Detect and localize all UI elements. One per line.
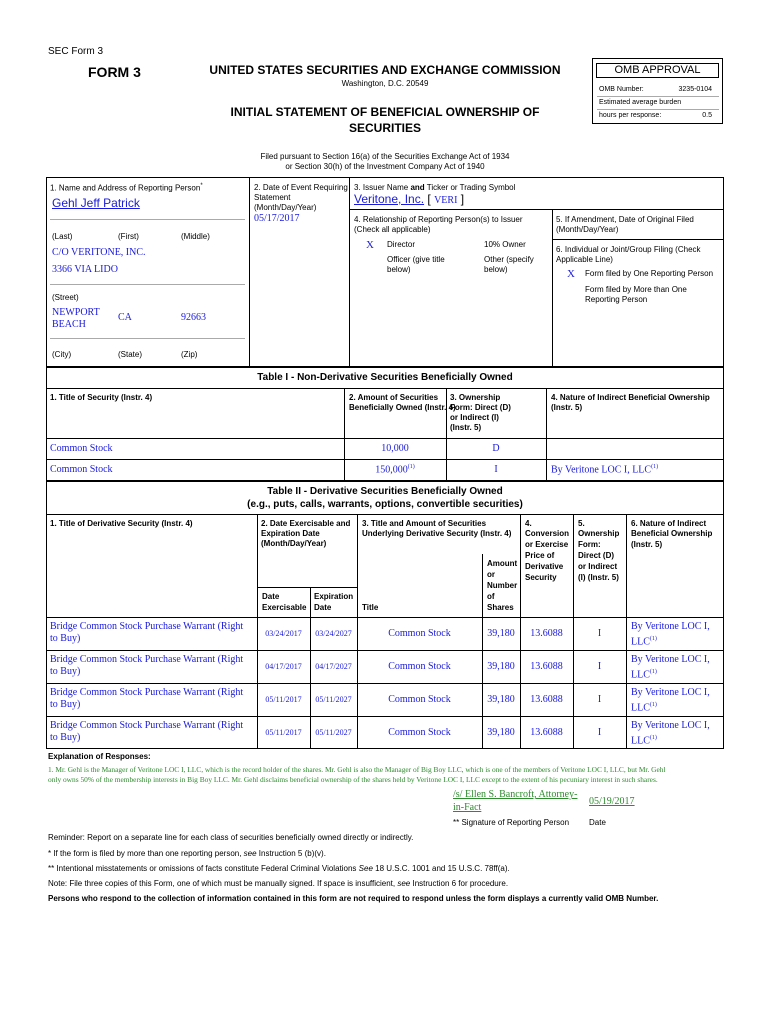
t2-row-form: I [597,727,602,738]
t2-amount-header-line4: of [487,592,495,601]
t2-col5-header-line4: Direct (D) [578,551,615,560]
t1-col2-header-line2: Beneficially Owned (Instr. 4) [349,403,456,412]
t2-col4-header-line5: Derivative [525,562,564,571]
signature-line1: /s/ Ellen S. Bancroft, Attorney- [453,789,578,800]
footnote-star1: * If the form is filed by more than one reporting person, see Instruction 5 (b)(v). [48,849,326,858]
t2-date-ex-header-line1: Date [262,592,280,601]
filed-pursuant-line1: Filed pursuant to Section 16(a) of the Securities Exchange Act of 1934 [260,152,510,161]
signature-label: ** Signature of Reporting Person [453,818,570,827]
t2-row-underlying: Common Stock [388,661,451,672]
t2-title-header: Title [362,603,379,612]
box5-label-line1: 5. If Amendment, Date of Original Filed [556,215,694,224]
street-label: (Street) [52,293,79,302]
t2-row-title: Bridge Common Stock Purchase Warrant (Right to Buy) [50,687,244,710]
t2-row-expiration: 05/11/2027 [315,728,352,737]
more-person-label-line2: Reporting Person [585,295,648,304]
t1-row1-title: Common Stock [50,443,113,454]
t2-row-expiration: 04/17/2027 [315,662,352,671]
omb-number-label: OMB Number: [599,86,644,93]
t2-row-expiration: 05/11/2027 [315,695,352,704]
box2-label-line1: 2. Date of Event Requiring [254,183,348,192]
t2-col3-header-line1: 3. Title and Amount of Securities [362,519,487,528]
t2-row-shares: 39,180 [487,661,515,672]
t1-col2-header-line1: 2. Amount of Securities [349,393,439,402]
t2-row-title: Bridge Common Stock Purchase Warrant (Right to Buy) [50,720,244,743]
t2-col6-header-line1: 6. Nature of Indirect [631,519,707,528]
zip-label: (Zip) [181,350,198,359]
t2-row-underlying: Common Stock [388,628,451,639]
table1-title: Table I - Non-Derivative Securities Beneficially Owned [257,372,513,383]
t1-row2-title: Common Stock [50,464,113,475]
t1-col3-header-line1: 3. Ownership [450,393,501,402]
explanation-line1: 1. Mr. Gehl is the Manager of Veritone LOC I, LLC, which is the record holder of the shares. Mr. Gehl is also the Manager of Big Boy LLC, which is one of the members of Veritone LOC I, LLC, but Mr. Gehl [48,765,666,774]
reminder-text: Reminder: Report on a separate line for each class of securities beneficially owned directly or indirectly. [48,833,414,842]
issuer-line: Veritone, Inc. [ VERI ] [354,192,465,206]
officer-label-line2: below) [387,265,411,274]
t1-col4-header-line1: 4. Nature of Indirect Beneficial Ownership [551,393,710,402]
t2-row-shares: 39,180 [487,694,515,705]
first-label: (First) [118,232,139,241]
event-date: 05/17/2017 [254,213,300,224]
city-value-line2: BEACH [52,319,86,330]
t2-col5-header-line6: (I) (Instr. 5) [578,573,619,582]
t2-amount-header-line2: or [487,570,495,579]
commission-title: UNITED STATES SECURITIES AND EXCHANGE COMMISSION [209,63,561,77]
form-title-line1: INITIAL STATEMENT OF BENEFICIAL OWNERSHIP OF [230,105,540,119]
t2-row-nature: By Veritone LOC I, LLC$^{(1)}$ [631,654,710,681]
t2-row-price: 13.6088 [530,628,563,639]
ticker-symbol: VERI [434,195,458,206]
t2-row-exercisable: 04/17/2017 [265,662,302,671]
omb-approval-box [592,58,723,124]
omb-notice: Persons who respond to the collection of information contained in this form are not required to respond unless the form displays a currently valid OMB Number. [48,894,659,903]
box4-label-line1: 4. Relationship of Reporting Person(s) to Issuer [354,215,523,224]
t2-col6-header-line2: Beneficial Ownership [631,529,713,538]
t2-date-ex-header-line2: Exercisable [262,603,307,612]
sec-form-label: SEC Form 3 [48,46,104,57]
t1-row2-form: I [494,464,498,475]
t1-col3-header-line2: Form: Direct (D) [450,403,511,412]
t2-col4-header-line2: Conversion [525,529,570,538]
t2-amount-header-line3: Number [487,581,518,590]
omb-hours-label: hours per response: [599,112,662,119]
explanation-line2: only owns 50% of the membership interests in Big Boy LLC. Mr. Gehl disclaims beneficial ownership of the shares held by Veritone LOC I, LLC except to the extent of his pecuniary interest in such shares. [48,775,658,784]
t2-row-underlying: Common Stock [388,694,451,705]
t2-col4-header-line6: Security [525,573,557,582]
t1-col3-header-line3: or Indirect (I) [450,413,499,422]
t2-amount-header-line1: Amount [487,559,518,568]
t2-row-price: 13.6088 [530,694,563,705]
box2-label-line2: Statement [254,193,291,202]
t2-row-title: Bridge Common Stock Purchase Warrant (Right to Buy) [50,621,244,644]
middle-label: (Middle) [181,232,210,241]
reporting-person-name[interactable]: Gehl Jeff Patrick [52,196,140,210]
box5-label-line2: (Month/Day/Year) [556,225,619,234]
t1-row1-amount: 10,000 [381,443,409,454]
t2-col2-header-line3: (Month/Day/Year) [261,539,327,548]
t2-row-nature: By Veritone LOC I, LLC$^{(1)}$ [631,720,710,747]
t2-row-form: I [597,628,602,639]
state-value: CA [118,312,132,323]
t2-col4-header-line3: or Exercise [525,540,569,549]
footnote-note: Note: File three copies of this Form, one of which must be manually signed. If space is insufficient, see Instruction 6 for procedure. [48,879,509,888]
zip-value: 92663 [181,312,206,323]
box4-label-line2: (Check all applicable) [354,225,431,234]
t2-amount-header-line5: Shares [487,603,514,612]
omb-number: 3235-0104 [678,86,712,93]
t1-col4-header-line2: (Instr. 5) [551,403,583,412]
t2-row-exercisable: 05/11/2017 [265,695,302,704]
t2-row-nature: By Veritone LOC I, LLC$^{(1)}$ [631,687,710,714]
t2-row-expiration: 03/24/2027 [315,629,352,638]
omb-approval-title: OMB APPROVAL [596,63,719,78]
t2-row-title: Bridge Common Stock Purchase Warrant (Right to Buy) [50,654,244,677]
form-number: FORM 3 [88,64,141,80]
other-label-line2: below) [484,265,508,274]
t2-row-form: I [597,694,602,705]
box1-label: 1. Name and Address of Reporting Person* [50,183,203,193]
address-line2: 3366 VIA LIDO [52,264,118,275]
explanation-title: Explanation of Responses: [48,752,151,761]
ten-percent-owner-label: 10% Owner [484,240,526,249]
officer-label-line1: Officer (give title [387,255,445,264]
t2-col5-header-line1: 5. [578,519,585,528]
t2-exp-header-line2: Date [314,603,332,612]
signature-line2: in-Fact [453,802,482,813]
t2-col4-header-line1: 4. [525,519,532,528]
one-person-label: Form filed by One Reporting Person [585,269,714,278]
t2-row-exercisable: 03/24/2017 [265,629,302,638]
t2-col5-header-line5: or Indirect [578,562,618,571]
commission-city: Washington, D.C. 20549 [341,79,429,88]
omb-burden-label: Estimated average burden [599,99,682,106]
last-label: (Last) [52,232,73,241]
table2-title-line1: Table II - Derivative Securities Beneficially Owned [267,486,503,497]
issuer-name[interactable]: Veritone, Inc. [354,192,425,206]
box6-label-line1: 6. Individual or Joint/Group Filing (Check [556,245,701,254]
t2-row-shares: 39,180 [487,727,515,738]
t1-col3-header-line4: (Instr. 5) [450,423,482,432]
t2-row-price: 13.6088 [530,661,563,672]
table2-title-line2: (e.g., puts, calls, warrants, options, convertible securities) [247,499,523,510]
box6-label-line2: Applicable Line) [556,255,613,264]
t1-row2-nature: By Veritone LOC I, LLC$^{(1)}$ [551,464,659,476]
more-person-label-line1: Form filed by More than One [585,285,687,294]
t1-col1-header: 1. Title of Security (Instr. 4) [50,393,153,402]
form-title-line2: SECURITIES [348,121,421,135]
t2-exp-header-line1: Expiration [314,592,354,601]
t2-col6-header-line3: (Instr. 5) [631,540,663,549]
t2-col5-header-line2: Ownership [578,529,620,538]
t2-col1-header: 1. Title of Derivative Security (Instr. 4) [50,519,193,528]
other-label-line1: Other (specify [484,255,534,264]
t2-row-shares: 39,180 [487,628,515,639]
signature-date: 05/19/2017 [589,796,635,807]
city-value-line1: NEWPORT [52,307,100,318]
t2-row-nature: By Veritone LOC I, LLC$^{(1)}$ [631,621,710,648]
t2-row-underlying: Common Stock [388,727,451,738]
t2-row-price: 13.6088 [530,727,563,738]
omb-hours: 0.5 [702,112,712,119]
box3-label: 3. Issuer Name and Ticker or Trading Symbol [354,183,516,192]
t2-col2-header-line2: Expiration Date [261,529,320,538]
filed-pursuant-line2: or Section 30(h) of the Investment Company Act of 1940 [285,162,485,171]
t1-row1-form: D [492,443,500,454]
t1-row2-amount: 150,000$^{(1)}$ [375,464,415,476]
t2-col4-header-line4: Price of [525,551,555,560]
director-label: Director [387,240,416,249]
t2-row-exercisable: 05/11/2017 [265,728,302,737]
t2-col2-header-line1: 2. Date Exercisable and [261,519,351,528]
t2-col3-header-line2: Underlying Derivative Security (Instr. 4) [362,529,512,538]
t2-row-form: I [597,661,602,672]
one-person-check[interactable]: X [567,268,575,280]
box2-label-line3: (Month/Day/Year) [254,203,317,212]
state-label: (State) [118,350,143,359]
director-check[interactable]: X [366,239,374,251]
city-label: (City) [52,350,72,359]
footnote-star2: ** Intentional misstatements or omissions of facts constitute Federal Criminal Violations See 18 U.S.C. 1001 and 15 U.S.C. 78ff(a). [48,864,510,873]
date-label: Date [589,818,606,827]
address-line1: C/O VERITONE, INC. [52,247,146,258]
t2-col5-header-line3: Form: [578,540,601,549]
